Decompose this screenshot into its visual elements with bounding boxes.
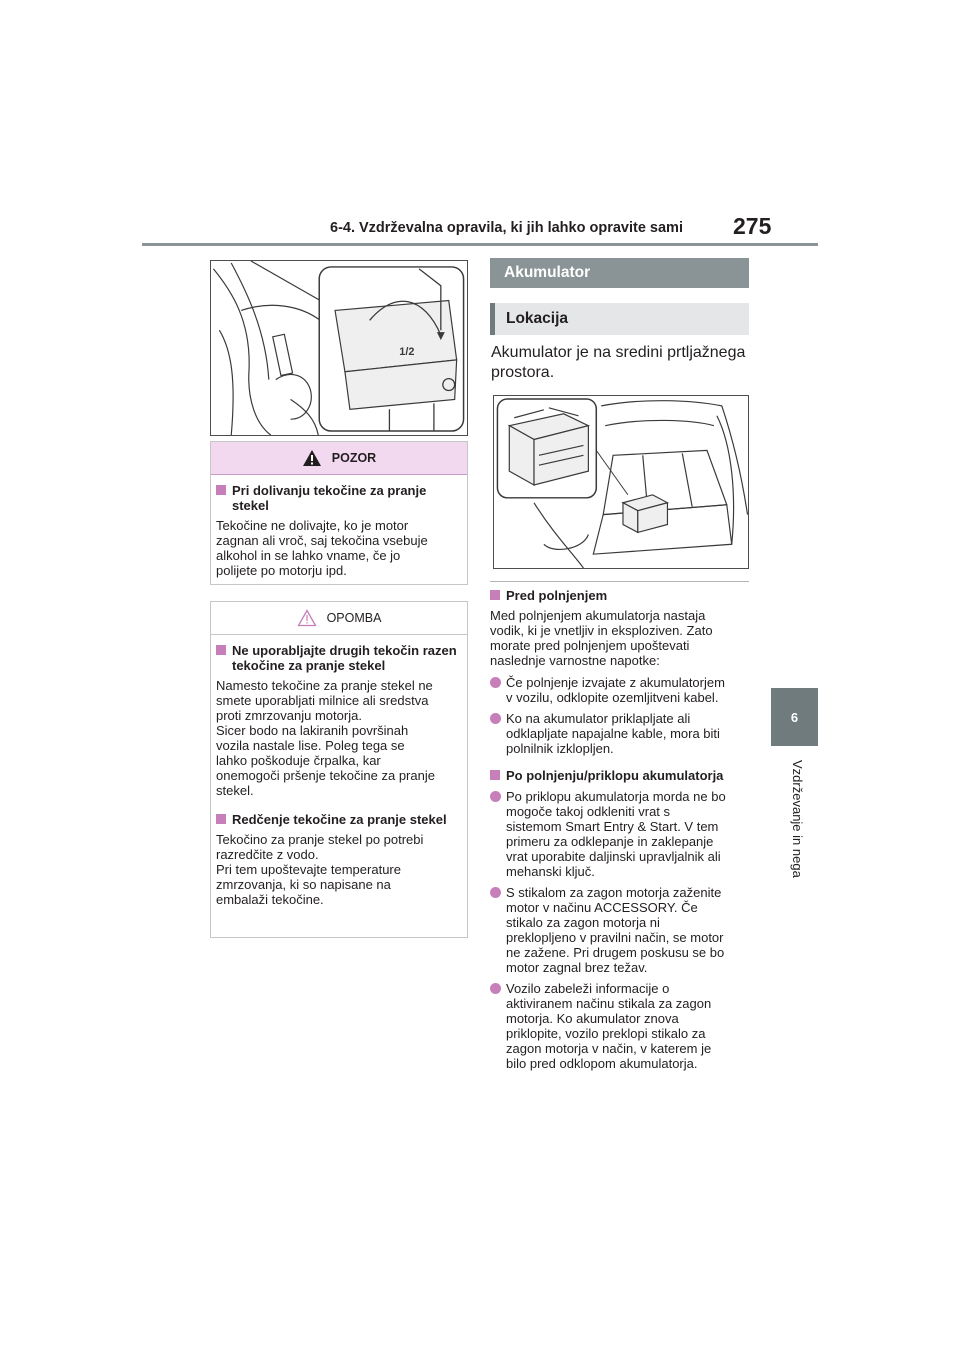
chapter-label: Vzdrževanje in nega xyxy=(790,760,805,878)
round-bullet-icon xyxy=(490,791,501,802)
section-title: 6-4. Vzdrževalna opravila, ki jih lahko opravite sami xyxy=(330,220,683,236)
battery-location-text: Akumulator je na sredini prtljažnega prostora. xyxy=(491,344,746,381)
after-bullet-2: S stikalom za zagon motorja zaženite motor v načinu ACCESSORY. Če stikalo za zagon motorja ni preklopljeno v pravilni način, se motor ne zažene. Pri drugem poskusu se bo motor zagnal brez težav. xyxy=(490,885,752,975)
notice-item2-title: Redčenje tekočine za pranje stekel xyxy=(216,812,461,827)
before-bullet-1: Če polnjenje izvajate z akumulatorjem v vozilu, odklopite ozemljitveni kabel. xyxy=(490,675,752,705)
chapter-tab[interactable] xyxy=(771,688,818,746)
after-bullet-1: Po priklopu akumulatorja morda ne bo mogoče takoj odkleniti vrat s sistemom Smart Entry & Start. V tem primeru za odklepanje in zaklepanje vrat uporabite daljinski upravljalnik ali mehanski ključ. xyxy=(490,789,752,879)
square-bullet-icon xyxy=(216,814,226,824)
section-divider xyxy=(490,581,749,582)
notice-heading: OPOMBA xyxy=(326,611,382,625)
notice-triangle-icon xyxy=(297,609,317,627)
washer-reservoir-illustration xyxy=(210,260,468,436)
square-bullet-icon xyxy=(490,590,500,600)
caution-heading: POZOR xyxy=(331,451,377,465)
before-charging-title: Pred polnjenjem xyxy=(490,588,752,603)
round-bullet-icon xyxy=(490,983,501,994)
section-heading-akumulator: Akumulator xyxy=(490,258,749,288)
after-bullet-3: Vozilo zabeleži informacije o aktiviranem načinu stikala za zagon motorja. Ko akumulator znova priklopite, vozilo preklopi stikalo za zagon motorja v način, v katerem je bilo pred odklopom akumulatorja. xyxy=(490,981,752,1071)
notice-item1-text: Namesto tekočine za pranje stekel ne smete uporabljati milnice ali sredstva proti zmrzovanju motorja. Sicer bodo na lakiranih površinah vozila nastale lise. Poleg tega se lahko poškoduje črpalka, kar onemogoči pršenje tekočine za pranje stekel. xyxy=(216,678,435,798)
round-bullet-icon xyxy=(490,677,501,688)
subsection-accent xyxy=(490,303,495,335)
caution-item-text: Tekočine ne dolivajte, ko je motor zagnan ali vroč, saj tekočina vsebuje alkohol in se lahko vname, če jo polijete po motorju ipd. xyxy=(216,518,428,578)
warning-triangle-icon xyxy=(302,449,322,467)
header-rule xyxy=(142,243,818,246)
notice-box xyxy=(210,601,468,938)
reservoir-level-label: 1/2 xyxy=(399,345,415,358)
after-charging-title: Po polnjenju/priklopu akumulatorja xyxy=(490,768,752,783)
notice-item2-text: Tekočino za pranje stekel po potrebi razredčite z vodo. Pri tem upoštevajte temperature zmrzovanja, ki so napisane na embalaži tekočine. xyxy=(216,832,424,907)
chapter-number: 6 xyxy=(790,709,799,725)
caution-box xyxy=(210,441,468,585)
subsection-heading-lokacija: Lokacija xyxy=(490,303,749,335)
square-bullet-icon xyxy=(216,645,226,655)
square-bullet-icon xyxy=(490,770,500,780)
washer-reservoir-drawing xyxy=(211,261,467,435)
notice-header xyxy=(211,602,467,635)
page-number: 275 xyxy=(733,213,772,239)
battery-charging-notes xyxy=(490,588,752,1071)
notice-item1-title: Ne uporabljajte drugih tekočin razen tekočine za pranje stekel xyxy=(216,643,461,673)
before-charging-text: Med polnjenjem akumulatorja nastaja vodik, ki je vnetljiv in eksploziven. Zato morate pred polnjenjem upoštevati naslednje varnostne napotke: xyxy=(490,608,713,668)
caution-header xyxy=(211,442,467,475)
before-bullet-2: Ko na akumulator priklapljate ali odklapljate napajalne kable, mora biti polnilnik izklopljen. xyxy=(490,711,752,756)
caution-item-title: Pri dolivanju tekočine za pranje stekel xyxy=(216,483,461,513)
square-bullet-icon xyxy=(216,485,226,495)
round-bullet-icon xyxy=(490,713,501,724)
battery-location-illustration xyxy=(493,395,749,569)
round-bullet-icon xyxy=(490,887,501,898)
battery-location-drawing xyxy=(494,396,748,568)
